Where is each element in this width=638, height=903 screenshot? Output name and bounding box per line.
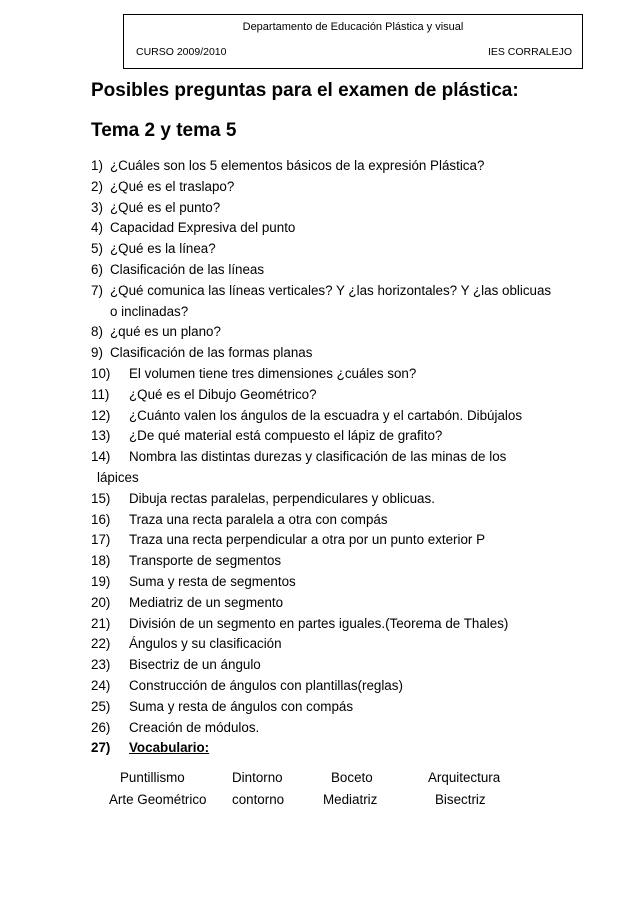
question-number: 12) xyxy=(91,407,111,423)
question-item xyxy=(91,426,591,447)
question-item xyxy=(91,218,591,239)
question-item xyxy=(91,634,591,655)
vocabulary-term: Arquitectura xyxy=(428,770,501,785)
question-item xyxy=(91,447,591,489)
question-number: 21) xyxy=(91,615,111,631)
question-number: 22) xyxy=(91,636,111,652)
question-number: 17) xyxy=(91,532,111,548)
question-text: ¿qué es un plano? xyxy=(110,324,221,340)
question-item xyxy=(91,322,591,343)
question-item xyxy=(91,198,591,219)
question-text: Bisectriz de un ángulo xyxy=(129,657,261,673)
question-number: 19) xyxy=(91,573,111,589)
question-item xyxy=(91,718,591,739)
school-label: IES CORRALEJO xyxy=(487,46,572,58)
question-number: 13) xyxy=(91,428,111,444)
question-text: Nombra las distintas durezas y clasificación de las minas de los xyxy=(129,449,507,465)
question-text-continuation: o inclinadas? xyxy=(110,303,189,319)
question-number: 8) xyxy=(91,324,103,340)
question-text: El volumen tiene tres dimensiones ¿cuáles son? xyxy=(129,365,417,381)
question-text: División de un segmento en partes iguales.(Teorema de Thales) xyxy=(129,615,509,631)
question-item xyxy=(91,697,591,718)
question-item xyxy=(91,406,591,427)
vocabulary-term: Puntillismo xyxy=(120,770,185,785)
vocabulary-term: Arte Geométrico xyxy=(109,792,207,807)
question-number: 11) xyxy=(91,386,110,402)
question-text: Capacidad Expresiva del punto xyxy=(110,220,296,236)
question-number: 15) xyxy=(91,490,111,506)
vocabulary-term: Boceto xyxy=(331,770,373,785)
question-text: ¿Qué es el Dibujo Geométrico? xyxy=(129,386,317,402)
question-item xyxy=(91,177,591,198)
question-text: Traza una recta perpendicular a otra por un punto exterior P xyxy=(129,532,486,548)
question-list xyxy=(91,156,591,759)
question-item xyxy=(91,676,591,697)
question-number: 24) xyxy=(91,677,111,693)
question-item xyxy=(91,156,591,177)
question-item xyxy=(91,614,591,635)
question-item xyxy=(91,364,591,385)
question-text: ¿Cuáles son los 5 elementos básicos de la expresión Plástica? xyxy=(110,158,485,173)
question-text: ¿Cuánto valen los ángulos de la escuadra y el cartabón. Dibújalos xyxy=(129,407,523,423)
question-item xyxy=(91,593,591,614)
question-item xyxy=(91,572,591,593)
question-number: 10) xyxy=(91,365,111,381)
question-item xyxy=(91,281,591,323)
question-text: Ángulos y su clasificación xyxy=(129,636,282,652)
question-text: Mediatriz de un segmento xyxy=(129,594,284,610)
question-text: ¿Qué es el punto? xyxy=(110,199,221,215)
question-number: 5) xyxy=(91,241,103,257)
question-text: ¿De qué material está compuesto el lápiz de grafito? xyxy=(129,428,443,444)
question-number: 20) xyxy=(91,594,111,610)
question-text: Suma y resta de ángulos con compás xyxy=(129,698,354,714)
question-text: Clasificación de las formas planas xyxy=(110,345,313,361)
question-text: ¿Qué comunica las líneas verticales? Y ¿las horizontales? Y ¿las oblicuas xyxy=(110,282,552,298)
question-item xyxy=(91,551,591,572)
question-number: 23) xyxy=(91,657,111,673)
question-text: Transporte de segmentos xyxy=(129,553,282,569)
question-text: Suma y resta de segmentos xyxy=(129,573,296,589)
question-number: 18) xyxy=(91,553,111,569)
question-number: 4) xyxy=(91,220,103,236)
question-item xyxy=(91,530,591,551)
course-label: CURSO 2009/2010 xyxy=(136,46,227,58)
question-item xyxy=(91,385,591,406)
question-text: Construcción de ángulos con plantillas(reglas) xyxy=(129,677,403,693)
question-number: 1) xyxy=(91,158,103,173)
question-number: 27) xyxy=(91,740,111,756)
page-subtitle: Tema 2 y tema 5 xyxy=(91,120,237,141)
vocabulary-term: Mediatriz xyxy=(323,792,378,807)
question-number: 25) xyxy=(91,698,111,714)
question-text: ¿Qué es la línea? xyxy=(110,241,216,257)
document-header xyxy=(123,14,583,69)
question-item xyxy=(91,510,591,531)
question-number: 7) xyxy=(91,282,103,298)
question-number: 9) xyxy=(91,345,103,361)
question-text: Clasificación de las líneas xyxy=(110,261,265,277)
question-text: Dibuja rectas paralelas, perpendiculares y oblicuas. xyxy=(129,490,435,506)
vocabulary-term: contorno xyxy=(232,792,285,807)
department-title: Departamento de Educación Plástica y visual xyxy=(242,21,464,33)
question-text: ¿Qué es el traslapo? xyxy=(110,178,235,194)
question-number: 3) xyxy=(91,199,103,215)
question-number: 26) xyxy=(91,719,111,735)
question-item xyxy=(91,489,591,510)
question-text-continuation: lápices xyxy=(97,469,139,485)
question-number: 16) xyxy=(91,511,111,527)
question-item xyxy=(91,239,591,260)
vocabulary-term: Dintorno xyxy=(232,770,283,785)
question-item xyxy=(91,260,591,281)
question-number: 14) xyxy=(91,449,111,465)
question-item xyxy=(91,343,591,364)
page-title: Posibles preguntas para el examen de plástica: xyxy=(91,80,519,101)
question-item xyxy=(91,655,591,676)
question-number: 2) xyxy=(91,178,103,194)
question-item xyxy=(91,738,591,759)
question-text: Traza una recta paralela a otra con compás xyxy=(129,511,388,527)
question-text: Creación de módulos. xyxy=(129,719,260,735)
vocabulary-term: Bisectriz xyxy=(435,792,486,807)
question-text: Vocabulario: xyxy=(129,740,210,756)
question-number: 6) xyxy=(91,261,103,277)
